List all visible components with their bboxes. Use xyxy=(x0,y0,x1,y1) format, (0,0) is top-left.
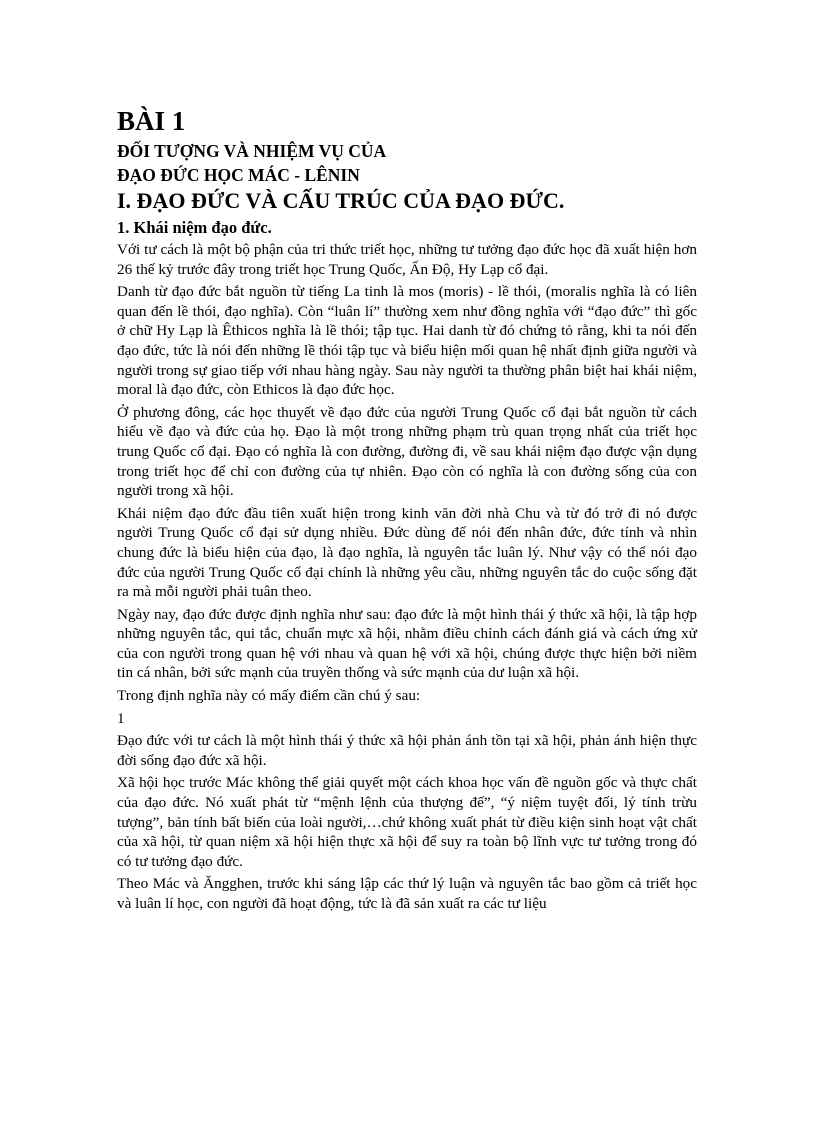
lesson-subtitle-line-1: ĐỐI TƯỢNG VÀ NHIỆM VỤ CỦA xyxy=(117,141,387,161)
paragraph: Danh từ đạo đức bắt nguồn từ tiếng La tinh là mos (moris) - lề thói, (moralis nghĩa là có liên quan đến lề thói, đạo nghĩa). Còn “luân lí” thường xem như đồng nghĩa với “đạo đức” thì gốc ở chữ Hy Lạp là Êthicos nghĩa là lề thói; tập tục. Hai danh từ đó chứng tỏ rằng, khi ta nói đến đạo đức, tức là nói đến những lề thói tập tục và biểu hiện mối quan hệ nhất định giữa người và người trong sự giao tiếp với nhau hàng ngày. Sau này người ta thường phân biệt hai khái niệm, moral là đạo đức, còn Ethicos là đạo đức học. xyxy=(117,283,697,399)
lesson-title: BÀI 1 xyxy=(117,106,186,136)
subsection-title: 1. Khái niệm đạo đức. xyxy=(117,218,272,237)
paragraph: Đạo đức với tư cách là một hình thái ý thức xã hội phản ánh tồn tại xã hội, phản ánh hiện thực đời sống đạo đức xã hội. xyxy=(117,732,697,769)
paragraph: Ở phương đông, các học thuyết về đạo đức của người Trung Quốc cổ đại bắt nguồn từ cách hiểu về đạo và đức của họ. Đạo là một trong những phạm trù quan trọng nhất của triết học trung Quốc cổ đại. Đạo có nghĩa là con đường, đường đi, về sau khái niệm đạo được vận dụng trong triết học để chỉ con đường của tự nhiên. Đạo còn có nghĩa là con đường sống của con người trong xã hội. xyxy=(117,403,697,500)
paragraph: Khái niệm đạo đức đầu tiên xuất hiện trong kinh văn đời nhà Chu và từ đó trở đi nó được người Trung Quốc cổ đại sử dụng nhiều. Đức dùng để nói đến nhân đức, đức tính và nhìn chung đức là biểu hiện của đạo, là đạo nghĩa, là nguyên tắc luân lý. Như vậy có thể nói đạo đức của người Trung Quốc cổ đại chính là những yêu cầu, những nguyên tắc do cuộc sống đặt ra mà mỗi người phải tuân theo. xyxy=(117,504,697,601)
page-content xyxy=(117,103,697,917)
paragraph: Ngày nay, đạo đức được định nghĩa như sau: đạo đức là một hình thái ý thức xã hội, là tập hợp những nguyên tắc, qui tắc, chuẩn mực xã hội, nhằm điều chỉnh cách đánh giá và cách ứng xử của con người trong quan hệ với nhau và quan hệ với xã hội, chúng được thực hiện bởi niềm tin cá nhân, bởi sức mạnh của truyền thống và sức mạnh của dư luận xã hội. xyxy=(117,605,697,682)
lesson-subtitle-line-2: ĐẠO ĐỨC HỌC MÁC - LÊNIN xyxy=(117,165,360,185)
list-number: 1 xyxy=(117,709,125,727)
paragraph: Theo Mác và Ăngghen, trước khi sáng lập các thứ lý luận và nguyên tắc bao gồm cả triết học và luân lí học, con người đã hoạt động, tức là đã sản xuất ra các tư liệu xyxy=(117,875,697,912)
paragraph: Trong định nghĩa này có mấy điểm cần chú ý sau: xyxy=(117,687,421,705)
paragraph: Xã hội học trước Mác không thể giải quyết một cách khoa học vấn đề nguồn gốc và thực chất của đạo đức. Nó xuất phát từ “mệnh lệnh của thượng đế”, “ý niệm tuyệt đối, lý tính trừu tượng”, bản tính bất biến của loài người,…chứ không xuất phát từ điều kiện sinh hoạt vật chất của xã hội, từ quan niệm xã hội hiện thực xã hội để suy ra toàn bộ lĩnh vực tư tưởng trong đó có tư tưởng đạo đức. xyxy=(117,774,697,870)
section-title: I. ĐẠO ĐỨC VÀ CẤU TRÚC CỦA ĐẠO ĐỨC. xyxy=(117,188,565,213)
paragraph: Với tư cách là một bộ phận của tri thức triết học, những tư tưởng đạo đức học đã xuất hiện hơn 26 thế kỷ trước đây trong triết học Trung Quốc, Ấn Độ, Hy Lạp cổ đại. xyxy=(117,241,697,278)
